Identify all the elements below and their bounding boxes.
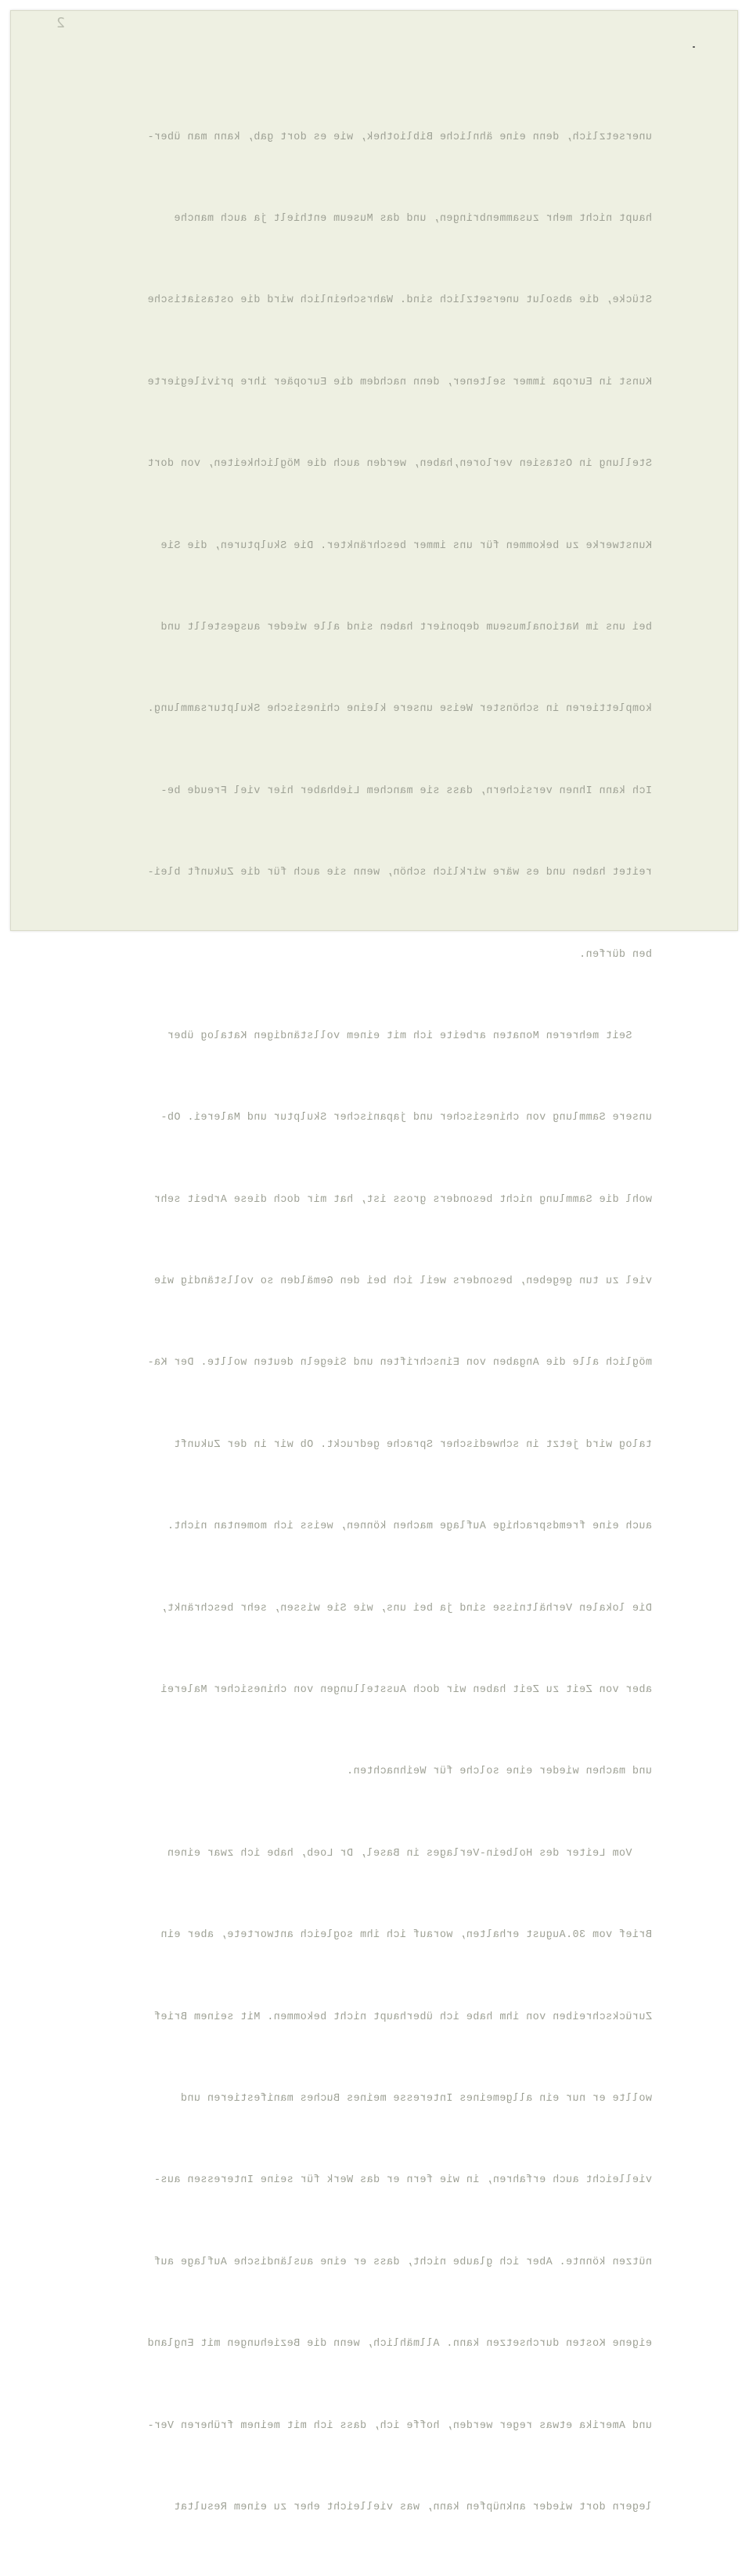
text-line: eigene Kosten durchsetzen kann. Allmählich, wenn die Beziehungen mit England (147, 2338, 652, 2351)
text-line: unersetzlich, denn eine ähnliche Bibliothek, wie es dort gab, kann man über- (147, 131, 652, 143)
text-line: Kunstwerke zu bekommen für uns immer beschränkter. Die Skulpturen, die Sie (160, 539, 652, 552)
text-line: legern dort wieder anknüpfen kann, was vielleicht eher zu einem Resultat (174, 2501, 652, 2513)
text-line: wollte er nur ein allgemeines Interesse meines Buches manifestieren und (180, 2092, 652, 2105)
text-line: Stellung in Ostasien verloren,haben, werden auch die Möglichkeiten, von dort (147, 458, 652, 471)
text-line: Seit mehreren Monaten arbeite ich mit einem vollständigen Katalog über (167, 1030, 652, 1042)
paper-sheet (10, 10, 738, 2513)
text-line: Stücke, die absolut unersetzlich sind. Wahrscheinlich wird die ostasiatische (147, 294, 652, 307)
ink-speck (693, 46, 695, 48)
text-line: und machen wieder eine solche für Weihnachten. (346, 1766, 652, 1778)
text-line: wohl die Sammlung nicht besonders gross ist, hat mir doch diese Arbeit sehr (153, 1193, 652, 1206)
mirrored-reverse-side (10, 10, 738, 2513)
page-number: 2 (56, 15, 65, 31)
text-line: bei uns im Nationalmuseum deponiert haben sind alle wieder ausgestellt und (160, 621, 652, 633)
letter-body (26, 70, 652, 2576)
text-line: Vom Leiter des Holbein-Verlages in Basel, Dr Loeb, habe ich zwar einen (167, 1847, 652, 1860)
text-line: Kunst in Europa immer seltener, denn nachdem die Europäer ihre privilegierte (147, 376, 652, 388)
text-line: nützen könnte. Aber ich glaube nicht, dass er eine ausländische Auflage auf (153, 2256, 652, 2268)
text-line: haupt nicht mehr zusammenbringen, und das Museum enthielt ja auch manche (174, 212, 652, 225)
text-line: Ich kann Ihnen versichern, dass sie manchem Liebhaber hier viel Freude be- (160, 785, 652, 797)
text-line: ben dürfen. (578, 948, 652, 961)
text-line: möglich alle die Angaben von Einschriften und Siegeln deuten wollte. Der Ka- (147, 1357, 652, 1369)
text-line: und Amerika etwas reger werden, hoffe ich, dass ich mit meinem früheren Ver- (147, 2419, 652, 2432)
text-line: auch eine fremdsprachige Auflage machen können, weiss ich momentan nicht. (167, 1521, 652, 1533)
text-line: komplettieren in schönster Weise unsere kleine chinesische Skulptursammlung. (147, 703, 652, 716)
text-line: vielleicht auch erfahren, in wie fern er das Werk für seine Interessen aus- (153, 2174, 652, 2187)
text-line: reitet haben und es wäre wirklich schön, wenn sie auch für die Zukunft blei- (147, 867, 652, 879)
text-line: unsere Sammlung von chinesischer und japanischer Skulptur und Malerei. Ob- (160, 1112, 652, 1124)
text-line: Zurückschreiben von ihm habe ich überhaupt nicht bekommen. Mit seinem Brief (153, 2011, 652, 2023)
text-line: Die lokalen Verhältnisse sind ja bei uns, wie Sie wissen, sehr beschränkt, (160, 1602, 652, 1615)
text-line: viel zu tun gegeben, besonders weil ich bei den Gemälden so vollständig wie (153, 1275, 652, 1288)
text-line: talog wird jetzt in schwedischer Sprache gedruckt. Ob wir in der Zukunft (174, 1438, 652, 1451)
text-line: aber von Zeit zu Zeit haben wir doch Ausstellungen von chinesicher Malerei (160, 1684, 652, 1697)
text-line: Brief vom 30.August erhalten, worauf ich ihm sogleich antwortete, aber ein (160, 1929, 652, 1942)
